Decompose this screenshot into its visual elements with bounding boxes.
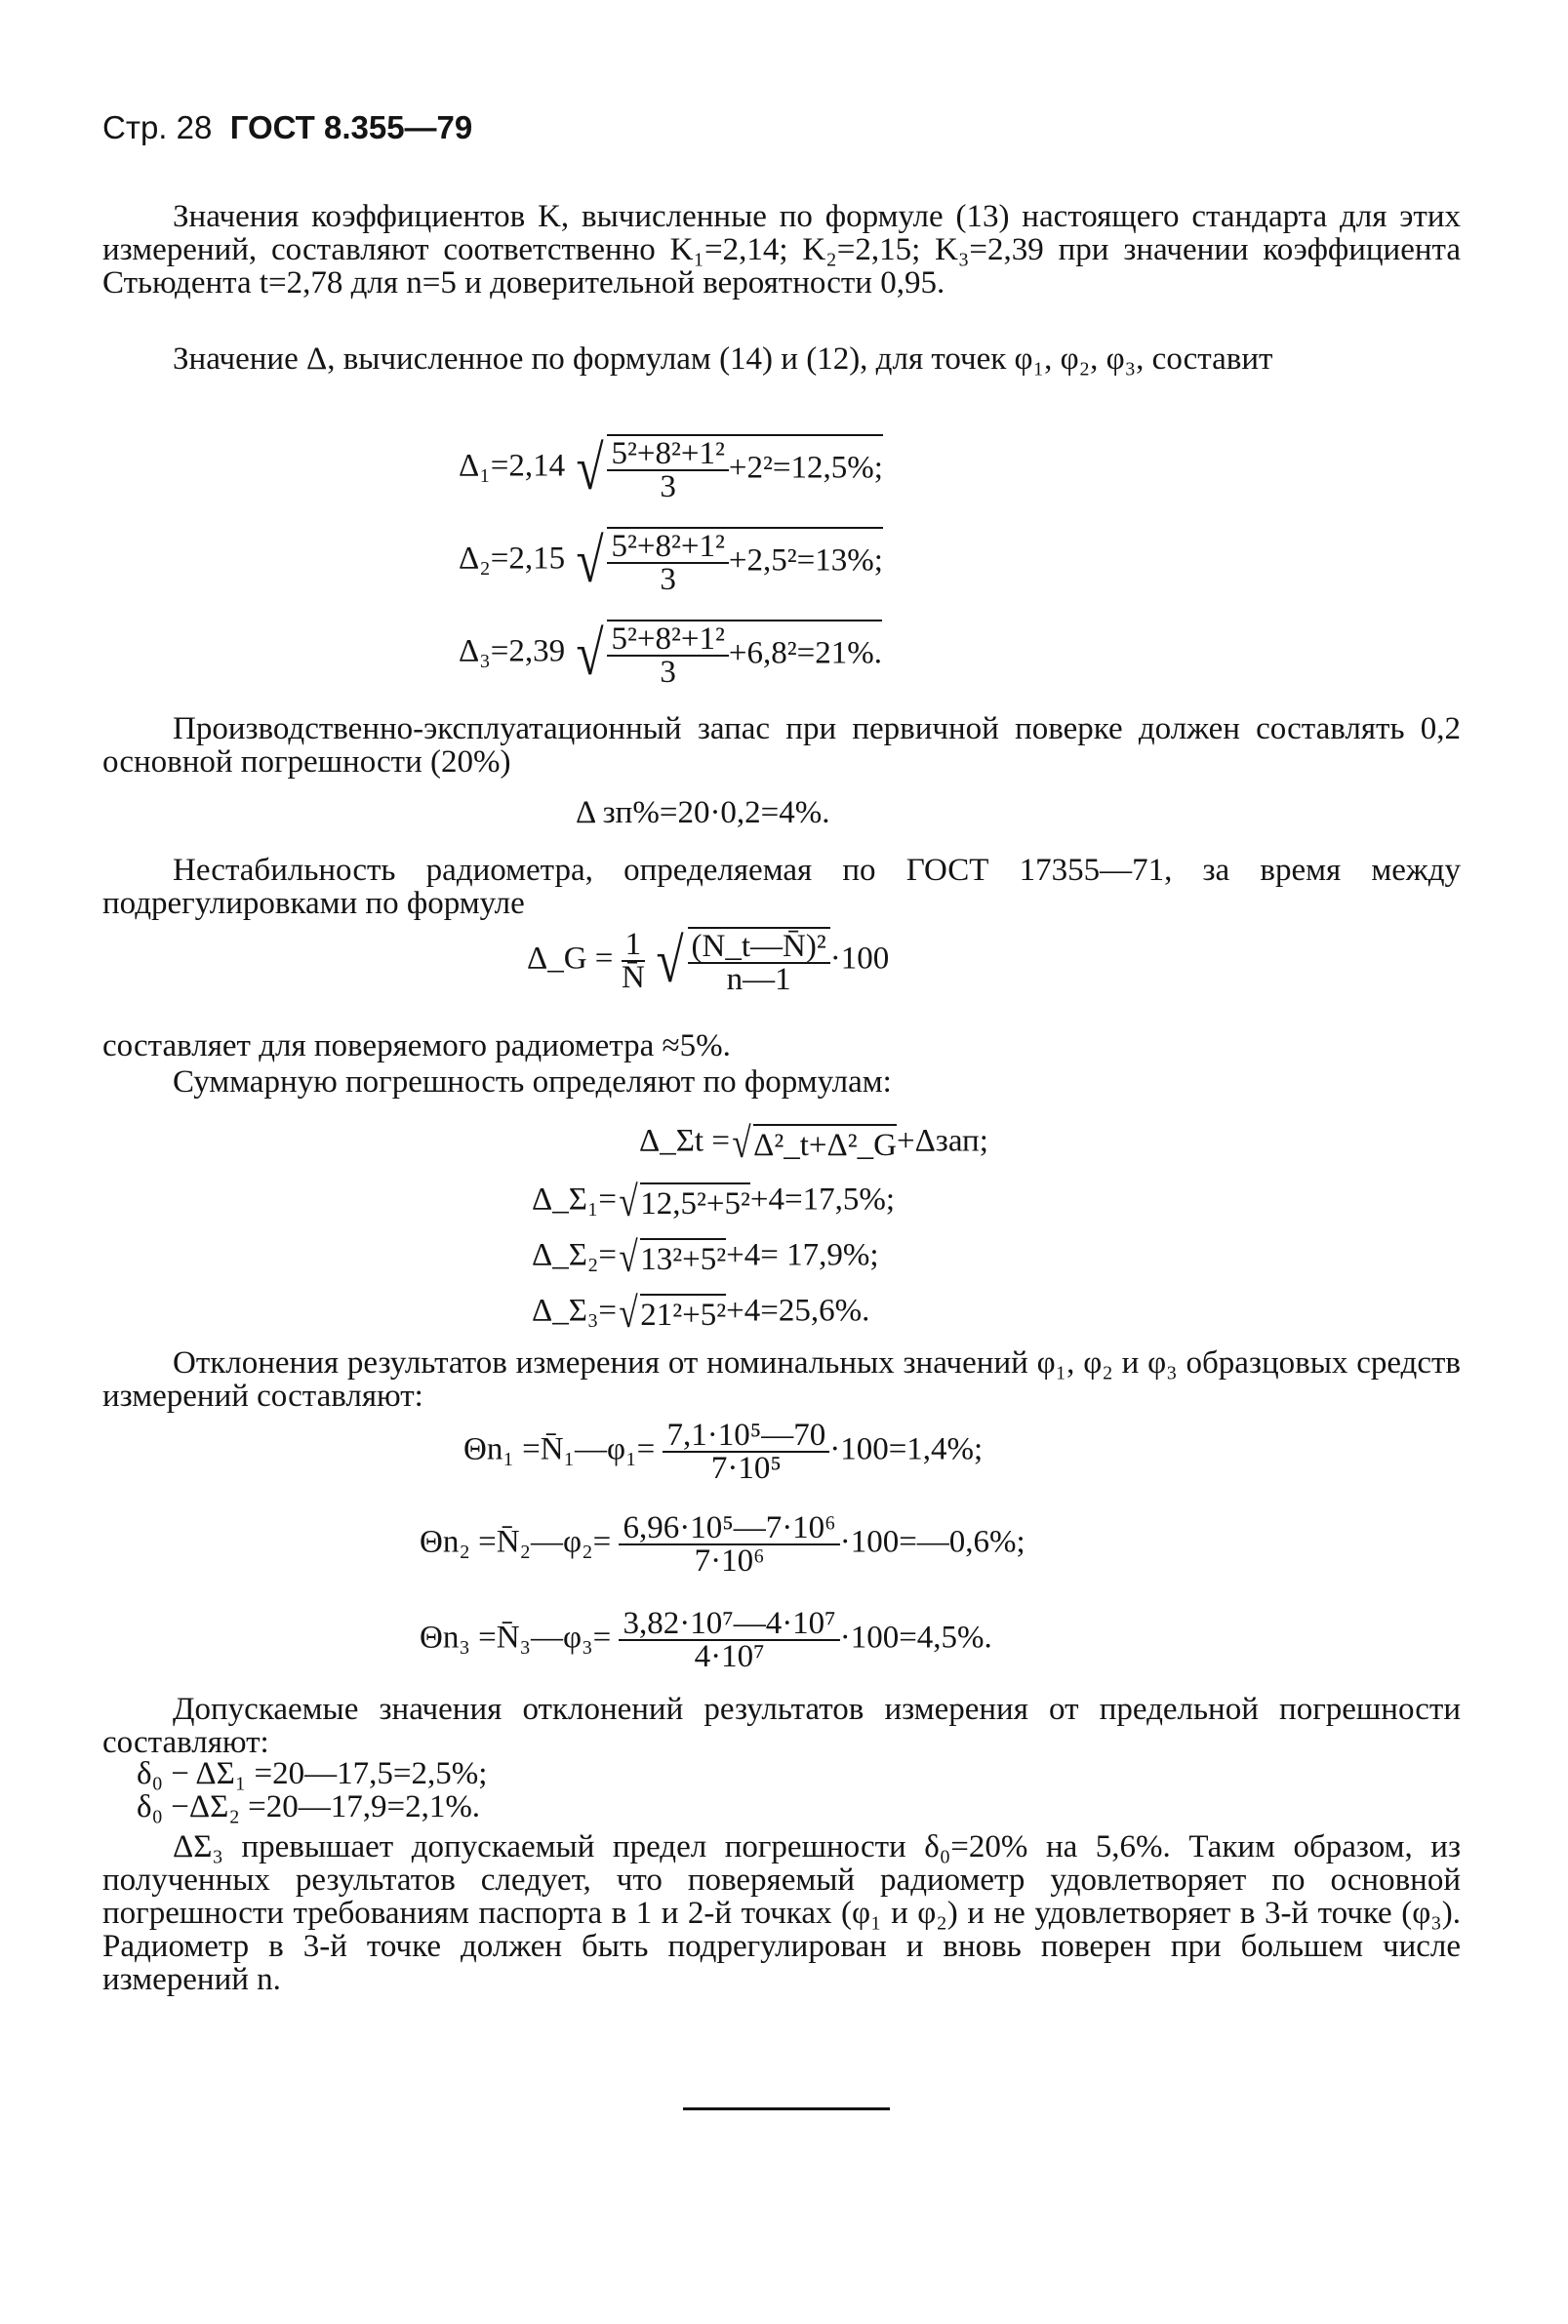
equation-tail: +2²=12,5%;	[728, 450, 883, 486]
radical-body	[607, 434, 882, 502]
equation-tail: +6,8²=21%.	[728, 635, 882, 671]
equation-delta-1	[459, 434, 883, 502]
fraction-numerator: 5²+8²+1²	[607, 531, 728, 564]
equation-allowed-1: δ₀ − ΔΣ₁ =20—17,5=2,5%;	[137, 1756, 488, 1791]
fraction	[619, 1608, 839, 1672]
fraction-denominator: 3	[660, 469, 676, 504]
radical-body: Δ²_t+Δ²_G	[753, 1124, 897, 1163]
standard-code: ГОСТ 8.355—79	[229, 109, 473, 145]
equation-allowed-2: δ₀ −ΔΣ₂ =20—17,9=2,1%.	[137, 1789, 481, 1824]
fraction-numerator: 1	[622, 929, 646, 962]
equation-lhs: Δ₃=2,39	[459, 633, 566, 669]
equation-sum-1	[532, 1171, 895, 1233]
radical-sign: √	[732, 1119, 751, 1167]
equation-delta-2	[459, 527, 883, 595]
equation-lhs: Θn₃ =N̄₃—φ₃=	[420, 1620, 612, 1656]
fraction-denominator: 3	[660, 562, 676, 597]
paragraph-total-error: Суммарную погрешность определяют по формулам:	[173, 1064, 892, 1100]
fraction-denominator: N̄	[622, 960, 645, 995]
fraction	[607, 531, 728, 595]
fraction	[663, 1420, 829, 1484]
equation-reserve: Δ зп%=20·0,2=4%.	[576, 795, 830, 830]
equation-lhs: Δ_G =	[527, 941, 614, 977]
equation-lhs: Δ_Σ₃=	[532, 1293, 618, 1329]
paragraph-allowed-deviations: Допускаемые значения отклонений результатов измерения от предельной погрешности составляют:	[102, 1692, 1461, 1760]
radical-sign: √	[576, 526, 604, 595]
fraction-denominator: 4·10⁷	[694, 1639, 765, 1674]
page-header	[102, 109, 472, 146]
equation-sum-2	[532, 1226, 879, 1289]
fraction	[607, 623, 728, 688]
fraction-numerator: 5²+8²+1²	[607, 438, 728, 471]
equation-theta-2	[420, 1512, 1025, 1577]
equation-lhs: Δ_Σ₁=	[532, 1182, 618, 1218]
fraction-numerator: 6,96·10⁵—7·10⁶	[619, 1512, 839, 1545]
radical-sign: √	[576, 619, 604, 688]
equation-sum-3	[532, 1282, 869, 1344]
paragraph-coefficients: Значения коэффициентов K, вычисленные по формуле (13) настоящего стандарта для этих измерений, составляют соответственно K₁=2,14; K₂=2,15; K₃=2,39 при значении коэффициента Стьюдента t=2,78 для n=5 и доверительной вероятности 0,95.	[102, 199, 1461, 301]
fraction-denominator: n—1	[726, 962, 791, 997]
fraction	[688, 931, 830, 995]
paragraph-conclusion: ΔΣ₃ превышает допускаемый предел погрешности δ₀=20% на 5,6%. Таким образом, из полученных результатов следует, что поверяемый радиометр удовлетворяет по основной погрешности требованиям паспорта в 1 и 2-й точках (φ₁ и φ₂) и не удовлетворяет в 3-й точке (φ₃). Радиометр в 3-й точке должен быть подрегулирован и вновь поверен при большем числе измерений n.	[102, 1829, 1461, 1997]
paragraph-instability: Нестабильность радиометра, определяемая по ГОСТ 17355—71, за время между подрегулировками по формуле	[102, 853, 1461, 921]
fraction-denominator: 7·10⁵	[710, 1451, 782, 1486]
equation-lhs: Δ_Σt =	[639, 1123, 730, 1159]
fraction	[622, 929, 646, 993]
paragraph-delta-intro: Значение Δ, вычисленное по формулам (14) и (12), для точек φ₁, φ₂, φ₃, составит	[173, 341, 1273, 377]
radical-body: 12,5²+5²	[640, 1182, 750, 1222]
equation-tail: ·100	[829, 941, 890, 977]
radical-body	[607, 620, 882, 688]
fraction	[619, 1512, 839, 1577]
radical-sign: √	[619, 1233, 638, 1281]
equation-theta-3	[420, 1608, 992, 1672]
fraction-numerator: 3,82·10⁷—4·10⁷	[619, 1608, 839, 1641]
equation-tail: ·100=1,4%;	[829, 1431, 984, 1467]
radical-body: 21²+5²	[640, 1294, 726, 1333]
fraction-numerator: 5²+8²+1²	[607, 623, 728, 657]
radical-sign: √	[619, 1289, 638, 1337]
equation-tail: ·100=—0,6%;	[839, 1524, 1025, 1560]
fraction-denominator: 7·10⁶	[694, 1543, 765, 1579]
paragraph-reserve: Производственно-эксплуатационный запас при первичной поверке должен составлять 0,2 основной погрешности (20%)	[102, 711, 1461, 780]
equation-instability	[527, 927, 889, 995]
paragraph-instability-result: составляет для поверяемого радиометра ≈5%.	[102, 1028, 731, 1063]
equation-sum-general	[639, 1112, 988, 1175]
equation-tail: +Δзап;	[896, 1123, 988, 1159]
equation-delta-3	[459, 620, 882, 688]
paragraph-deviations: Отклонения результатов измерения от номинальных значений φ₁, φ₂ и φ₃ образцовых средств измерений составляют:	[102, 1345, 1461, 1414]
fraction-numerator: 7,1·10⁵—70	[663, 1420, 829, 1453]
radical-sign: √	[656, 926, 685, 995]
equation-lhs: Δ₁=2,14	[459, 448, 566, 484]
equation-lhs: Θn₁ =N̄₁—φ₁=	[463, 1431, 656, 1467]
fraction	[607, 438, 728, 502]
radical-body	[607, 527, 882, 595]
equation-lhs: Δ₂=2,15	[459, 541, 566, 577]
page-number: Стр. 28	[102, 109, 213, 145]
radical-sign: √	[619, 1178, 638, 1225]
fraction-numerator: (N_t—N̄)²	[688, 931, 830, 964]
radical-sign: √	[576, 433, 604, 502]
equation-tail: +4=25,6%.	[726, 1293, 870, 1329]
radical-body: 13²+5²	[640, 1238, 726, 1277]
radical-body	[688, 927, 830, 995]
fraction-denominator: 3	[660, 655, 676, 690]
section-divider	[683, 2107, 890, 2110]
equation-lhs: Θn₂ =N̄₂—φ₂=	[420, 1524, 612, 1560]
equation-tail: ·100=4,5%.	[839, 1620, 992, 1656]
equation-theta-1	[463, 1420, 983, 1484]
equation-tail: +4=17,5%;	[749, 1182, 895, 1218]
equation-tail: +4= 17,9%;	[726, 1237, 879, 1273]
equation-lhs: Δ_Σ₂=	[532, 1237, 618, 1273]
equation-tail: +2,5²=13%;	[728, 542, 883, 579]
